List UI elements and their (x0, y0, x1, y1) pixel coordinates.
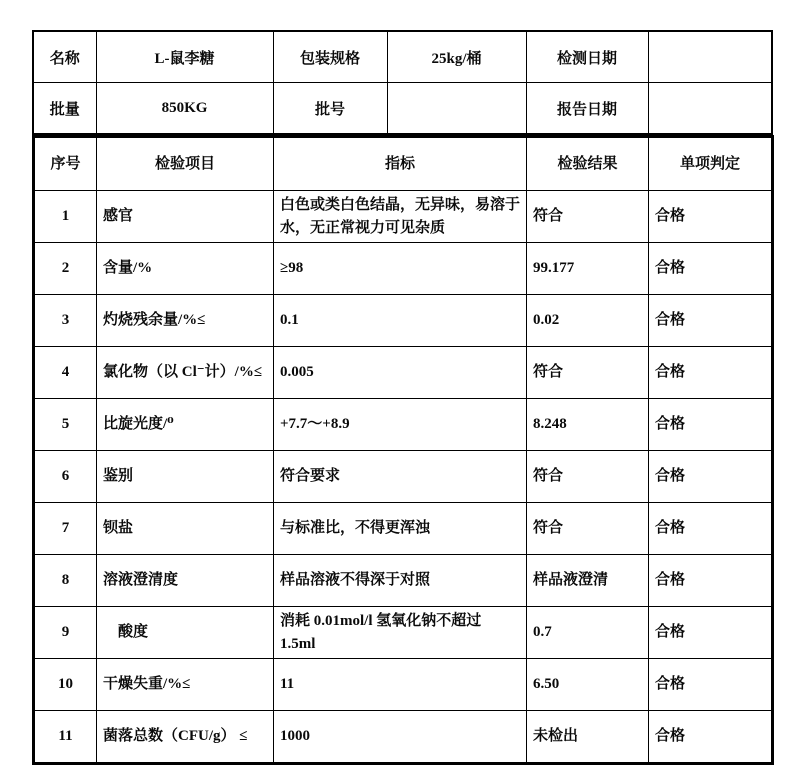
cell-judgment: 合格 (649, 607, 773, 659)
table-row (34, 659, 773, 711)
cell-spec: 消耗 0.01mol/l 氢氧化钠不超过 1.5ml (274, 607, 527, 659)
package-label: 包装规格 (273, 31, 387, 83)
col-header-item: 检验项目 (97, 137, 274, 191)
package-value: 25kg/桶 (387, 31, 526, 83)
cell-judgment: 合格 (649, 191, 773, 243)
test-rows (34, 191, 773, 764)
cell-no: 7 (34, 503, 97, 555)
col-header-spec: 指标 (274, 137, 527, 191)
table-row (34, 451, 773, 503)
cell-item: 溶液澄清度 (97, 555, 274, 607)
cell-item: 钡盐 (97, 503, 274, 555)
table-row (34, 347, 773, 399)
cell-judgment: 合格 (649, 503, 773, 555)
test-results-table (32, 135, 774, 765)
cell-spec: +7.7～+8.9 (274, 399, 527, 451)
cell-no: 8 (34, 555, 97, 607)
cell-judgment: 合格 (649, 347, 773, 399)
col-header-no: 序号 (34, 137, 97, 191)
cell-judgment: 合格 (649, 711, 773, 764)
cell-spec: 样品溶液不得深于对照 (274, 555, 527, 607)
cell-item: 菌落总数（CFU/g） ≤ (97, 711, 274, 764)
table-row (34, 503, 773, 555)
cell-judgment: 合格 (649, 399, 773, 451)
cell-result: 99.177 (527, 243, 649, 295)
inspection-report (32, 30, 771, 765)
cell-no: 10 (34, 659, 97, 711)
name-label: 名称 (33, 31, 96, 83)
cell-result: 符合 (527, 503, 649, 555)
col-header-result: 检验结果 (527, 137, 649, 191)
cell-result: 0.7 (527, 607, 649, 659)
batch-quantity-value: 850KG (96, 83, 273, 135)
cell-item: 鉴别 (97, 451, 274, 503)
cell-judgment: 合格 (649, 659, 773, 711)
cell-spec: 白色或类白色结晶，无异味，易溶于水，无正常视力可见杂质 (274, 191, 527, 243)
cell-result: 8.248 (527, 399, 649, 451)
info-row-2 (33, 83, 772, 135)
cell-judgment: 合格 (649, 451, 773, 503)
cell-spec: 0.1 (274, 295, 527, 347)
cell-item: 含量/% (97, 243, 274, 295)
batch-no-label: 批号 (273, 83, 387, 135)
report-date-value (648, 83, 772, 135)
batch-no-value (387, 83, 526, 135)
cell-spec: ≥98 (274, 243, 527, 295)
cell-spec: 符合要求 (274, 451, 527, 503)
cell-spec: 11 (274, 659, 527, 711)
col-header-judgment: 单项判定 (649, 137, 773, 191)
cell-no: 4 (34, 347, 97, 399)
cell-item: 酸度 (97, 607, 274, 659)
cell-judgment: 合格 (649, 555, 773, 607)
cell-judgment: 合格 (649, 295, 773, 347)
cell-result: 符合 (527, 347, 649, 399)
cell-result: 符合 (527, 191, 649, 243)
cell-no: 3 (34, 295, 97, 347)
cell-item: 干燥失重/%≤ (97, 659, 274, 711)
cell-item: 感官 (97, 191, 274, 243)
product-info-table (32, 30, 773, 135)
info-row-1 (33, 31, 772, 83)
table-row (34, 191, 773, 243)
cell-item: 比旋光度/⁰ (97, 399, 274, 451)
cell-spec: 与标准比，不得更浑浊 (274, 503, 527, 555)
cell-no: 11 (34, 711, 97, 764)
cell-no: 6 (34, 451, 97, 503)
table-row (34, 607, 773, 659)
cell-item: 灼烧残余量/%≤ (97, 295, 274, 347)
column-header-row (34, 137, 773, 191)
cell-result: 未检出 (527, 711, 649, 764)
report-date-label: 报告日期 (526, 83, 648, 135)
table-row (34, 711, 773, 764)
cell-spec: 1000 (274, 711, 527, 764)
cell-no: 5 (34, 399, 97, 451)
cell-result: 样品液澄清 (527, 555, 649, 607)
name-value: L-鼠李糖 (96, 31, 273, 83)
table-row (34, 243, 773, 295)
cell-judgment: 合格 (649, 243, 773, 295)
batch-quantity-label: 批量 (33, 83, 96, 135)
cell-no: 9 (34, 607, 97, 659)
cell-result: 0.02 (527, 295, 649, 347)
cell-spec: 0.005 (274, 347, 527, 399)
cell-result: 6.50 (527, 659, 649, 711)
test-date-value (648, 31, 772, 83)
cell-item: 氯化物（以 Cl⁻计）/%≤ (97, 347, 274, 399)
table-row (34, 399, 773, 451)
table-row (34, 555, 773, 607)
cell-no: 1 (34, 191, 97, 243)
test-date-label: 检测日期 (526, 31, 648, 83)
cell-result: 符合 (527, 451, 649, 503)
table-row (34, 295, 773, 347)
cell-no: 2 (34, 243, 97, 295)
